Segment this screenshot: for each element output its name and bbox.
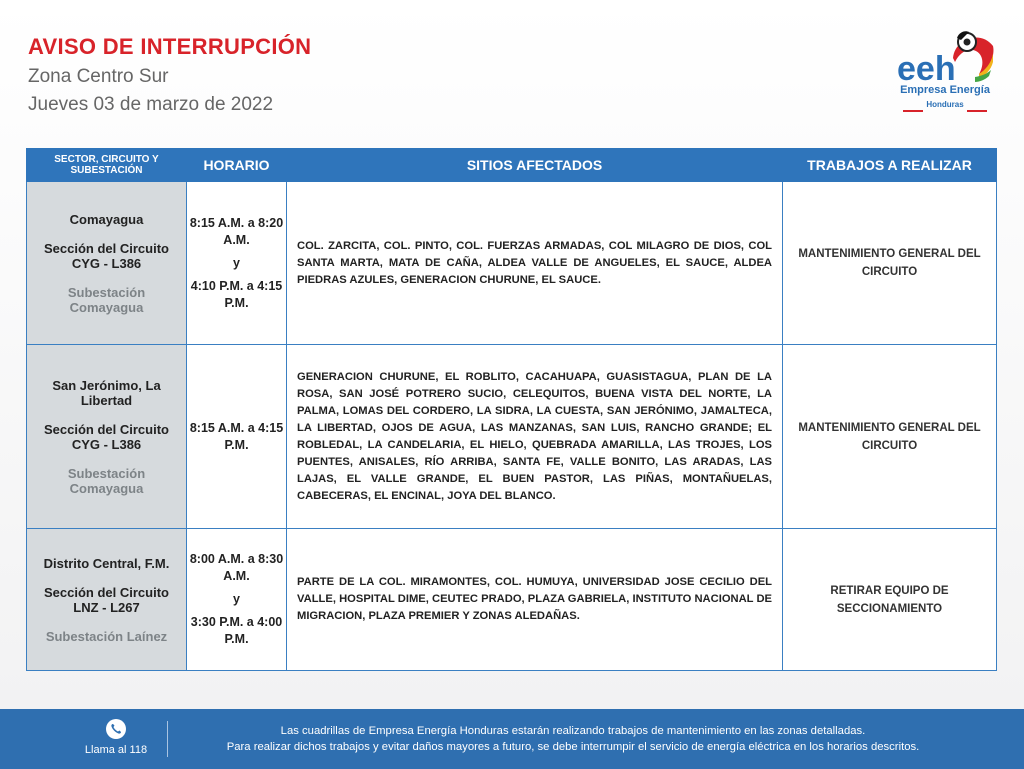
notice-title: AVISO DE INTERRUPCIÓN: [28, 34, 312, 59]
sector-cell: [27, 182, 187, 345]
table-header-row: [27, 149, 997, 182]
logo-wordmark: eeh: [897, 50, 956, 86]
sector-cell: [27, 345, 187, 529]
circuit-label: Sección del Circuito CYG - L386: [44, 421, 169, 452]
logo-divider-left: [903, 110, 923, 112]
sector-name: Comayagua: [69, 211, 144, 227]
sites-cell: COL. ZARCITA, COL. PINTO, COL. FUERZAS ARMADAS, COL MILAGRO DE DIOS, COL SANTA MARTA, MATA DE CAÑA, ALDEA VALLE DE ANGUELES, EL SAUCE, ALDEA PIEDRAS AZULES, GENERACION CHURUNE, EL SAUCE.: [287, 182, 783, 345]
phone-label: Llama al 118: [84, 744, 148, 756]
schedule-morning: 8:00 A.M. a 8:30 A.M.: [189, 552, 284, 583]
footer-divider: [167, 721, 168, 757]
logo-line1: Empresa Energía: [900, 84, 990, 96]
schedule-afternoon: 3:30 P.M. a 4:00 P.M.: [190, 615, 283, 646]
work-cell: RETIRAR EQUIPO DE SECCIONAMIENTO: [783, 529, 997, 671]
header-schedule: HORARIO: [187, 149, 287, 182]
header-sites: SITIOS AFECTADOS: [287, 149, 783, 182]
footer-line1: Las cuadrillas de Empresa Energía Honduras estarán realizando trabajos de mantenimiento en las zonas detalladas.: [280, 725, 866, 737]
schedule-range: 8:15 A.M. a 4:15 P.M.: [189, 420, 284, 452]
schedule-joiner: y: [233, 255, 240, 270]
sector-name: Distrito Central, F.M.: [43, 555, 170, 571]
circuit-label: Sección del Circuito CYG - L386: [44, 240, 169, 271]
footer-bar: [0, 709, 1024, 769]
table-row: [27, 529, 997, 671]
header-sector: SECTOR, CIRCUITO Y SUBESTACIÓN: [27, 149, 187, 182]
substation-label: Subestación Laínez: [45, 628, 168, 644]
footer-message: [178, 723, 968, 755]
schedule-cell: [187, 345, 287, 529]
work-cell: MANTENIMIENTO GENERAL DEL CIRCUITO: [783, 182, 997, 345]
logo-line2: Honduras: [926, 100, 964, 109]
eeh-logo: [895, 24, 995, 116]
work-cell: MANTENIMIENTO GENERAL DEL CIRCUITO: [783, 345, 997, 529]
schedule-morning: 8:15 A.M. a 8:20 A.M.: [189, 215, 284, 247]
sites-cell: GENERACION CHURUNE, EL ROBLITO, CACAHUAPA, GUASISTAGUA, PLAN DE LA ROSA, SAN JOSÉ POTRERO SUCIO, CELEQUITOS, BUENA VISTA DEL NORTE, LA PALMA, LOMAS DEL CORDERO, LA SIDRA, LA CUESTA, SAN JERÓNIMO, JAMALTECA, LA LIBERTAD, OJOS DE AGUA, LAS MANZANAS, SAN LUIS, RANCHO GRANDE; EL ROBLEDAL, LA CANDELARIA, EL HIELO, QUEBRADA AMARILLA, LAS TROJES, LOS PUENTES, ANISALES, RÍO ARRIBA, SANTA FE, VALLE BONITO, LAS ARADAS, LAS LAJAS, EL VALLE GRANDE, EL BUEN PASTOR, LAS PIÑAS, MONTAÑUELAS, CABECERAS, EL ENCINAL, JOYA DEL BLANCO.: [287, 345, 783, 529]
call-118[interactable]: [80, 719, 152, 756]
schedule-afternoon: 4:10 P.M. a 4:15 P.M.: [190, 278, 283, 310]
notice-header: [28, 34, 311, 116]
eeh-logo-graphic: [895, 24, 995, 86]
substation-label: Subestación Comayagua: [67, 284, 146, 315]
circuit-label: Sección del Circuito LNZ - L267: [44, 584, 169, 615]
schedule-cell: [187, 529, 287, 671]
schedule-cell: [187, 182, 287, 345]
logo-divider-right: [967, 110, 987, 112]
phone-icon: [106, 719, 126, 739]
substation-label: Subestación Comayagua: [67, 465, 146, 496]
sector-name: San Jerónimo, La Libertad: [52, 377, 161, 408]
schedule-joiner: y: [233, 592, 240, 606]
zone-label: Zona Centro Sur: [28, 66, 169, 87]
notice-date: Jueves 03 de marzo de 2022: [28, 94, 274, 115]
outage-table: [26, 148, 997, 671]
table-row: [27, 345, 997, 529]
sites-cell: PARTE DE LA COL. MIRAMONTES, COL. HUMUYA, UNIVERSIDAD JOSE CECILIO DEL VALLE, HOSPITAL DIME, CEUTEC PRADO, PLAZA GABRIELA, INSTITUTO NACIONAL DE MIGRACION, PLAZA PREMIER Y ZONAS ALEDAÑAS.: [287, 529, 783, 671]
header-work: TRABAJOS A REALIZAR: [783, 149, 997, 182]
table-row: [27, 182, 997, 345]
sector-cell: [27, 529, 187, 671]
footer-line2: Para realizar dichos trabajos y evitar daños mayores a futuro, se debe interrumpir el servicio de energía eléctrica en los horarios descritos.: [226, 741, 920, 753]
